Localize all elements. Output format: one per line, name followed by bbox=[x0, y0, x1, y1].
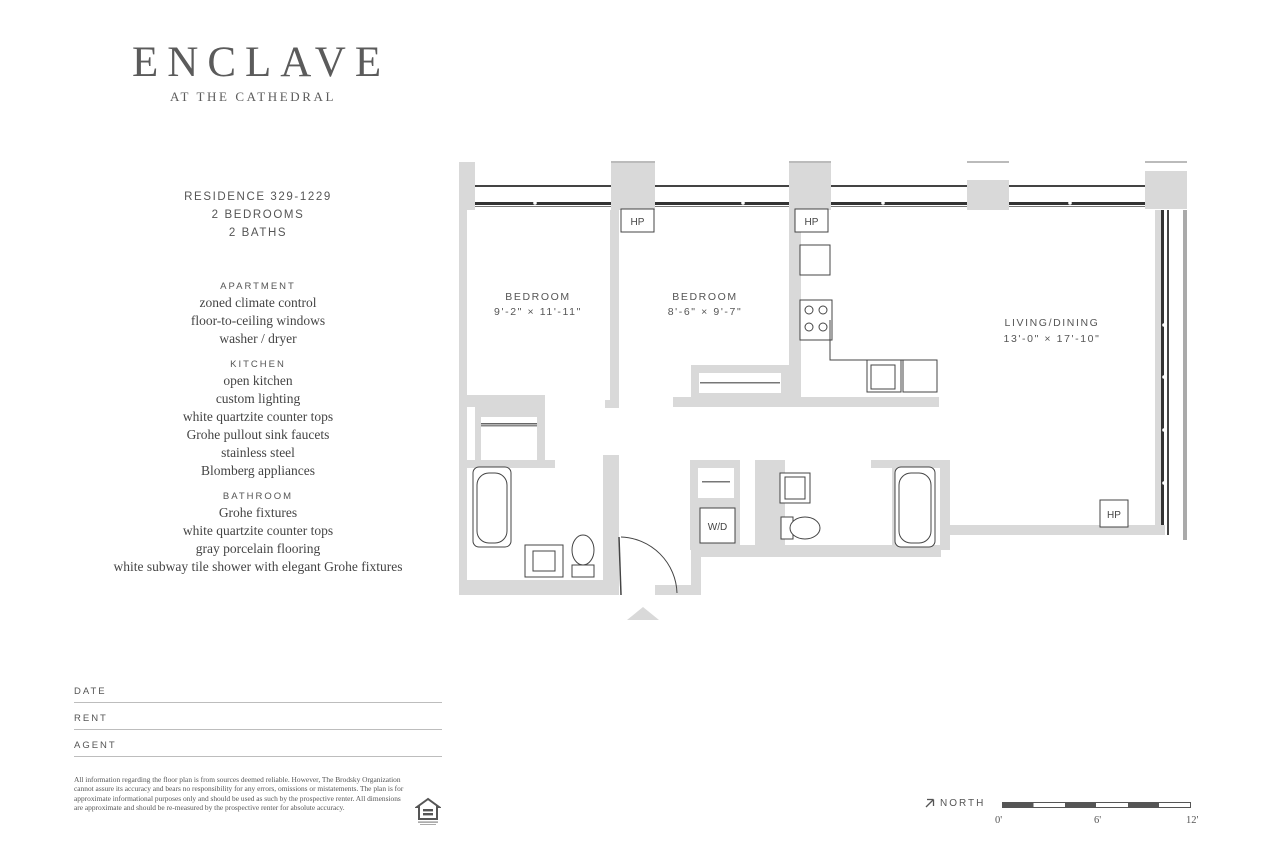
residence-info bbox=[150, 188, 366, 242]
feature-section-kitchen bbox=[90, 358, 426, 480]
entry-arrow-icon bbox=[627, 607, 659, 620]
feature-item: custom lighting bbox=[215, 391, 301, 406]
brand-title: ENCLAVE bbox=[132, 39, 391, 86]
bathroom-2 bbox=[780, 467, 935, 547]
room-dims-bedroom-2: 8'-6" × 9'-7" bbox=[667, 306, 743, 318]
scale-label: 12' bbox=[1186, 815, 1199, 826]
north-label: NORTH bbox=[940, 798, 986, 809]
bathroom-1 bbox=[473, 467, 594, 577]
residence-baths: 2 BATHS bbox=[228, 227, 288, 239]
room-dims-living-dining: 13'-0" × 17'-10" bbox=[1003, 333, 1101, 345]
feature-item: Grohe pullout sink faucets bbox=[186, 427, 330, 442]
scale-label: 6' bbox=[1094, 815, 1102, 826]
rent-line[interactable]: RENT bbox=[74, 713, 442, 730]
feature-item: white quartzite counter tops bbox=[182, 523, 334, 538]
brand-subtitle: AT THE CATHEDRAL bbox=[170, 89, 337, 104]
scale-label: 0' bbox=[995, 815, 1003, 826]
svg-text:HP: HP bbox=[1107, 510, 1121, 521]
disclaimer-text: All information regarding the floor plan is from sources deemed reliable. However, The Brodsky Organization cannot assure its accuracy and bears no responsibility for any errors, omissions or mistatements. The plan is for approximate informational purposes only and should be used as such by the prospective renter. All dimensions are approximate and should be re-measured by the prospective renter for absolute accuracy. bbox=[74, 775, 404, 813]
feature-heading: KITCHEN bbox=[230, 359, 286, 370]
date-line[interactable]: DATE bbox=[74, 686, 442, 703]
floor-plan bbox=[455, 155, 1195, 625]
feature-item: white subway tile shower with elegant Grohe fixtures bbox=[113, 559, 403, 574]
hp-unit bbox=[795, 209, 828, 232]
svg-text:HP: HP bbox=[630, 217, 645, 228]
agent-line[interactable]: AGENT bbox=[74, 740, 442, 757]
north-arrow-icon bbox=[924, 797, 936, 809]
feature-heading: BATHROOM bbox=[222, 491, 294, 502]
scale-bar bbox=[1002, 802, 1192, 810]
features-list bbox=[90, 280, 426, 586]
residence-name: RESIDENCE 329-1229 bbox=[184, 191, 332, 203]
feature-heading: APARTMENT bbox=[220, 281, 296, 292]
kitchen bbox=[800, 245, 937, 392]
svg-text:HP: HP bbox=[804, 217, 819, 228]
equal-housing-icon bbox=[415, 797, 441, 827]
room-label-bedroom-1: BEDROOM bbox=[505, 291, 571, 303]
residence-bedrooms: 2 BEDROOMS bbox=[211, 209, 305, 221]
feature-item: white quartzite counter tops bbox=[182, 409, 334, 424]
feature-item: Grohe fixtures bbox=[218, 505, 298, 520]
feature-item: washer / dryer bbox=[219, 331, 297, 346]
feature-section-bathroom bbox=[90, 490, 426, 576]
svg-text:W/D: W/D bbox=[707, 522, 728, 533]
room-dims-bedroom-1: 9'-2" × 11'-11" bbox=[494, 306, 582, 318]
feature-item: open kitchen bbox=[223, 373, 293, 388]
hp-unit bbox=[621, 209, 654, 232]
room-label-bedroom-2: BEDROOM bbox=[672, 291, 738, 303]
feature-item: gray porcelain flooring bbox=[195, 541, 321, 556]
entry-door bbox=[619, 537, 677, 620]
room-label-living-dining: LIVING/DINING bbox=[1004, 317, 1100, 329]
hp-unit bbox=[1100, 500, 1128, 527]
feature-item: stainless steel bbox=[221, 445, 295, 460]
feature-section-apartment bbox=[90, 280, 426, 348]
feature-item: Blomberg appliances bbox=[200, 463, 316, 478]
feature-item: floor-to-ceiling windows bbox=[190, 313, 326, 328]
feature-item: zoned climate control bbox=[199, 295, 317, 310]
washer-dryer bbox=[700, 508, 735, 543]
